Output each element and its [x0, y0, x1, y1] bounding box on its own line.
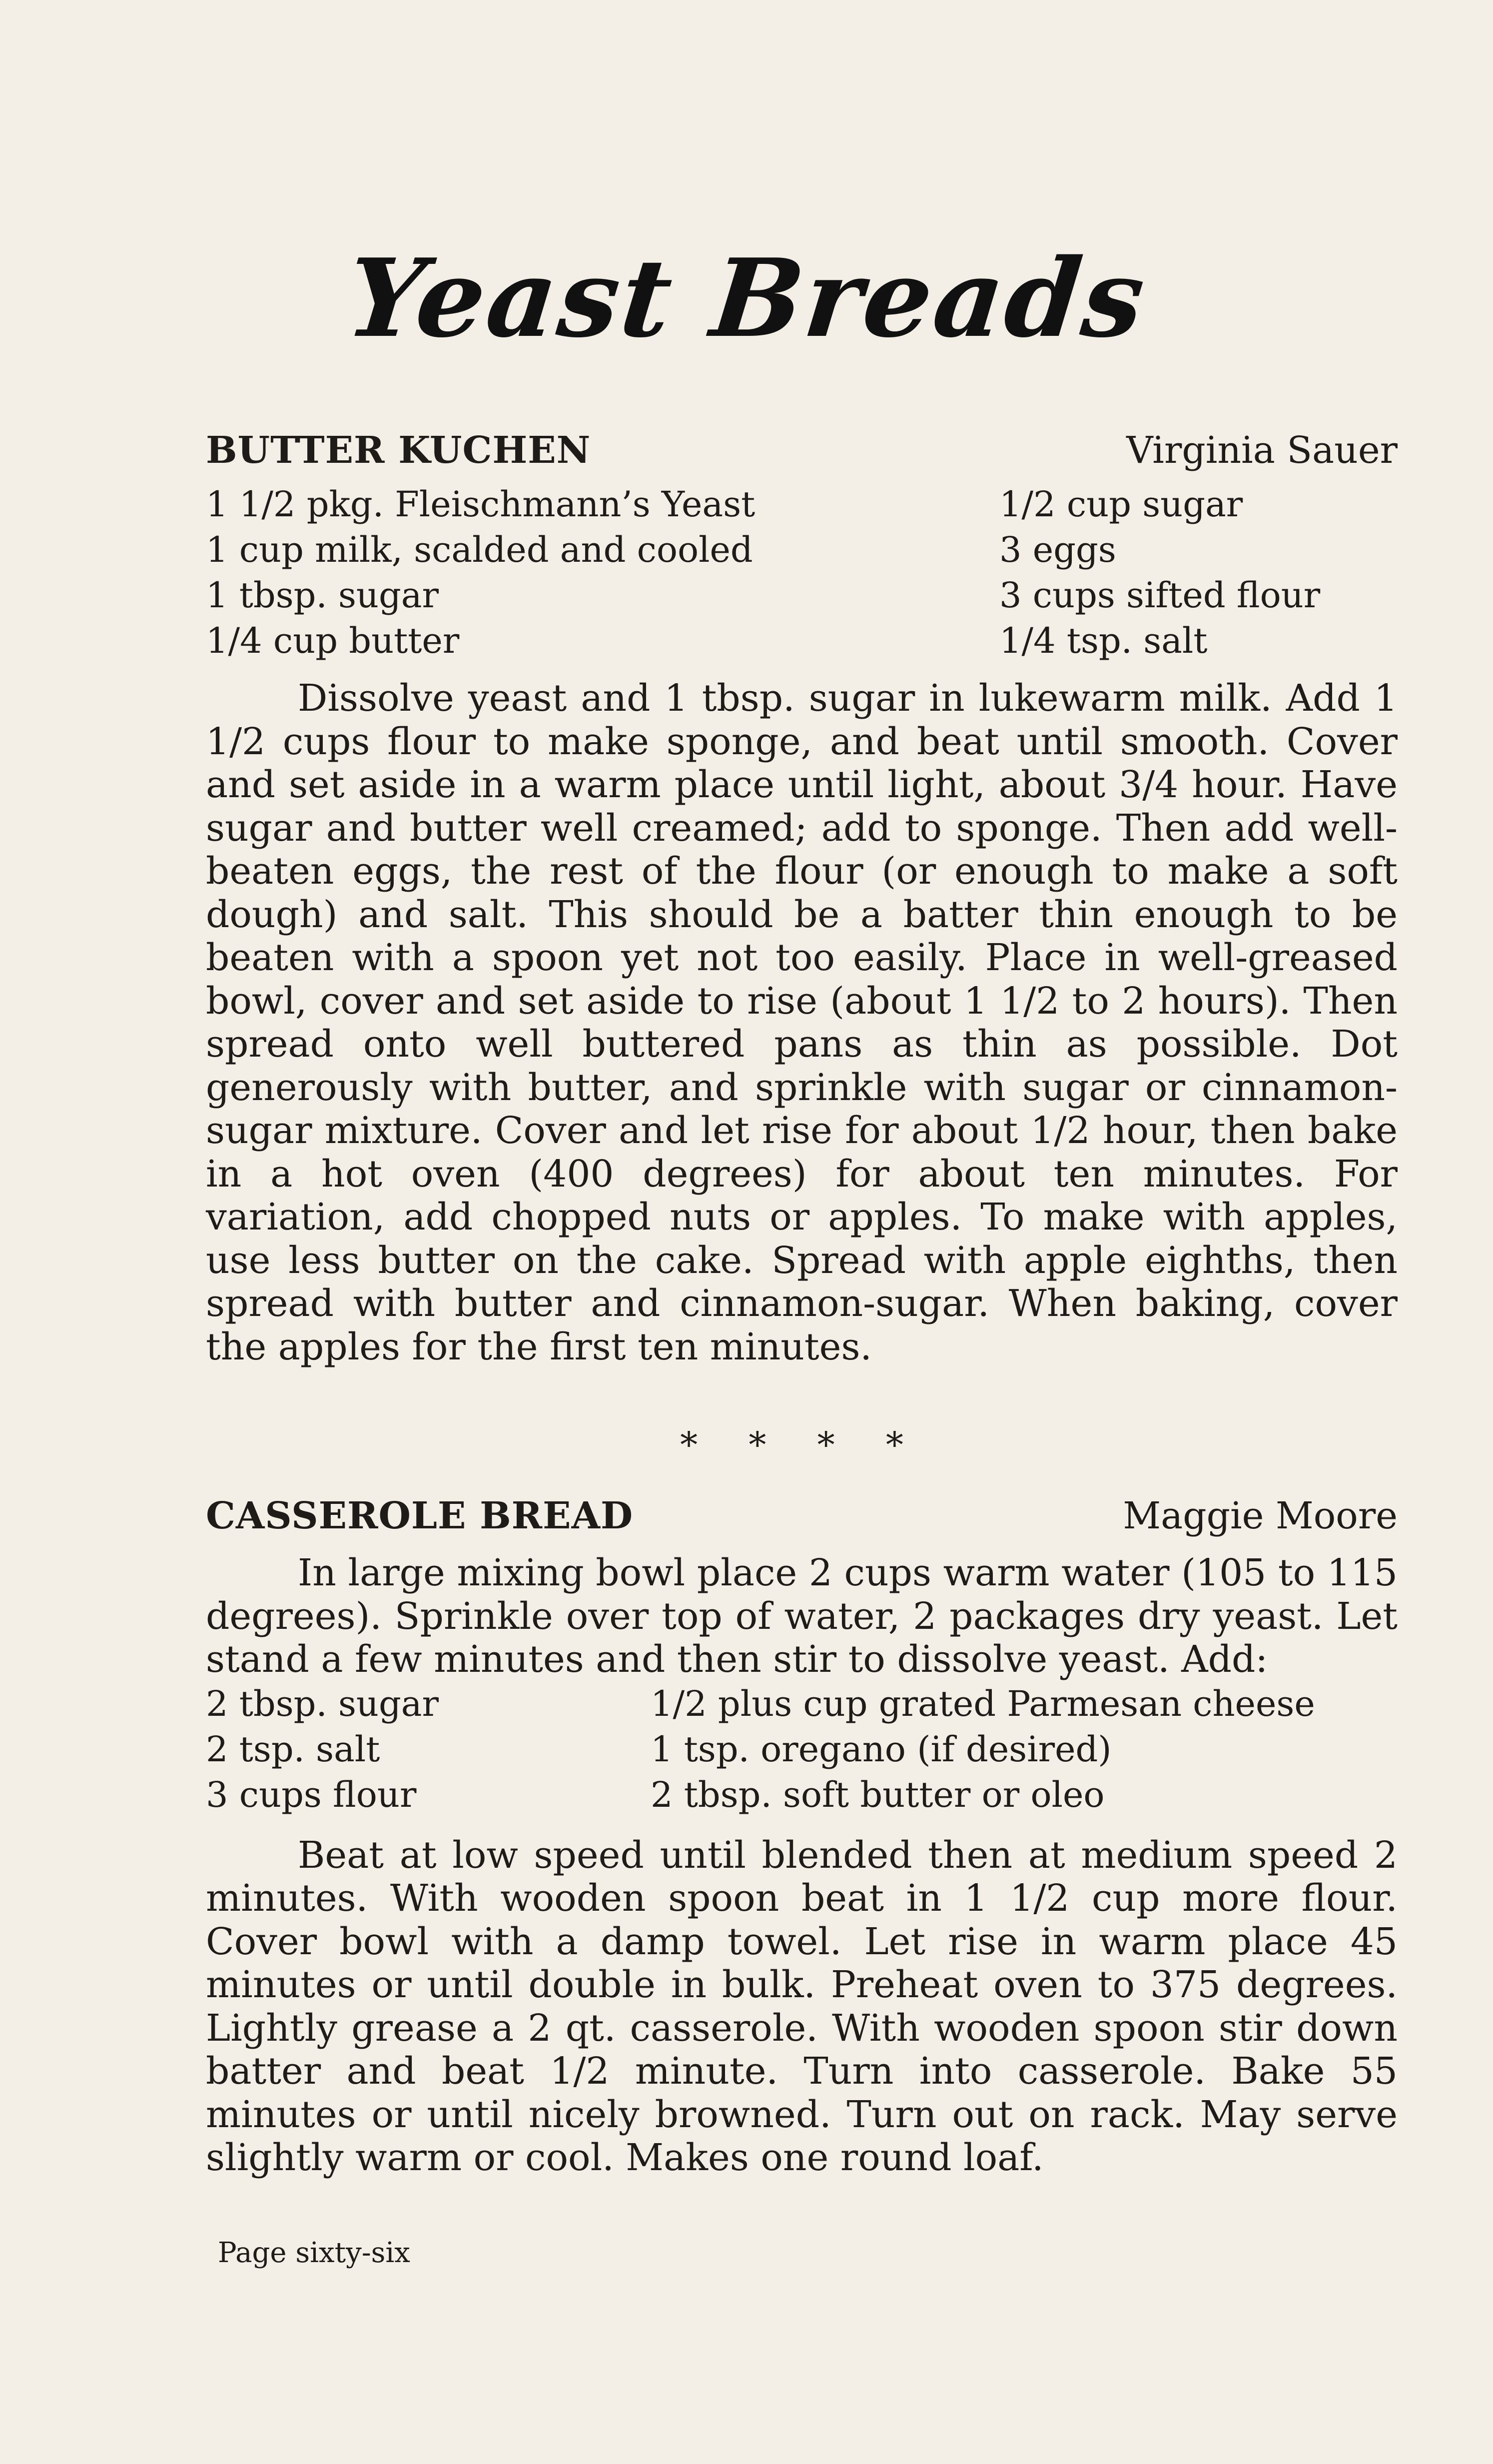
- ingredient: 2 tsp. salt: [206, 1728, 380, 1770]
- separator-stars: * * * *: [680, 1424, 923, 1465]
- ingredient: 3 eggs: [999, 529, 1116, 570]
- recipe-title: BUTTER KUCHEN: [206, 429, 591, 472]
- ingredient: 1/2 cup sugar: [999, 484, 1243, 525]
- recipe-author: Maggie Moore: [1123, 1494, 1398, 1537]
- ingredient: 3 cups flour: [206, 1774, 417, 1815]
- recipe-header: [206, 429, 1398, 472]
- page-title: Yeast Breads: [341, 235, 1152, 361]
- recipe-directions: Dissolve yeast and 1 tbsp. sugar in lukewarm milk. Add 1 1/2 cups flour to make sponge, and beat until smooth. Cover and set aside in a warm place until light, about 3/4 hour. Have sugar and butter well creamed; add to sponge. Then add well-beaten eggs, the rest of the flour (or enough to make a soft dough) and salt. This should be a batter thin enough to be beaten with a spoon yet not too easily. Place in well-greased bowl, cover and set aside to rise (about 1 1/2 to 2 hours). Then spread onto well buttered pans as thin as possible. Dot generously with butter, and sprinkle with sugar or cinnamon-sugar mixture. Cover and let rise for about 1/2 hour, then bake in a hot oven (400 degrees) for about ten minutes. For variation, add chopped nuts or apples. To make with apples, use less butter on the cake. Spread with apple eighths, then spread with butter and cinnamon-sugar. When baking, cover the apples for the first ten minutes.: [206, 677, 1398, 1368]
- ingredient: 3 cups sifted flour: [999, 575, 1321, 616]
- ingredient: 1/4 tsp. salt: [999, 620, 1208, 661]
- ingredient: 1 1/2 pkg. Fleischmann’s Yeast: [206, 484, 755, 525]
- ingredient: 1/2 plus cup grated Parmesan cheese: [651, 1683, 1315, 1724]
- recipe-butter-kuchen: [206, 429, 1398, 1368]
- ingredient: 2 tbsp. soft butter or oleo: [651, 1774, 1105, 1815]
- recipe-title: CASSEROLE BREAD: [206, 1494, 634, 1537]
- ingredient: 1 tbsp. sugar: [206, 575, 439, 616]
- recipe-directions: Beat at low speed until blended then at medium speed 2 minutes. With wooden spoon beat in 1 1/2 cup more flour. Cover bowl with a damp towel. Let rise in warm place 45 minutes or until double in bulk. Preheat oven to 375 degrees. Lightly grease a 2 qt. casserole. With wooden spoon stir down batter and beat 1/2 minute. Turn into casserole. Bake 55 minutes or until nicely browned. Turn out on rack. May serve slightly warm or cool. Makes one round loaf.: [206, 1833, 1398, 2179]
- ingredient-list: [206, 1682, 1398, 1817]
- ingredient: 1 tsp. oregano (if desired): [651, 1728, 1112, 1770]
- ingredient: 1/4 cup butter: [206, 620, 460, 661]
- ingredient-list: [206, 483, 1398, 663]
- recipe-header: [206, 1494, 1398, 1537]
- recipe-casserole-bread: [206, 1494, 1398, 2180]
- ingredient: 2 tbsp. sugar: [206, 1683, 439, 1724]
- page-number: Page sixty-six: [218, 2237, 410, 2269]
- ingredient: 1 cup milk, scalded and cooled: [206, 529, 753, 570]
- recipe-intro: In large mixing bowl place 2 cups warm water (105 to 115 degrees). Sprinkle over top of water, 2 packages dry yeast. Let stand a few minutes and then stir to dissolve yeast. Add:: [206, 1551, 1398, 1681]
- recipe-author: Virginia Sauer: [1126, 429, 1398, 472]
